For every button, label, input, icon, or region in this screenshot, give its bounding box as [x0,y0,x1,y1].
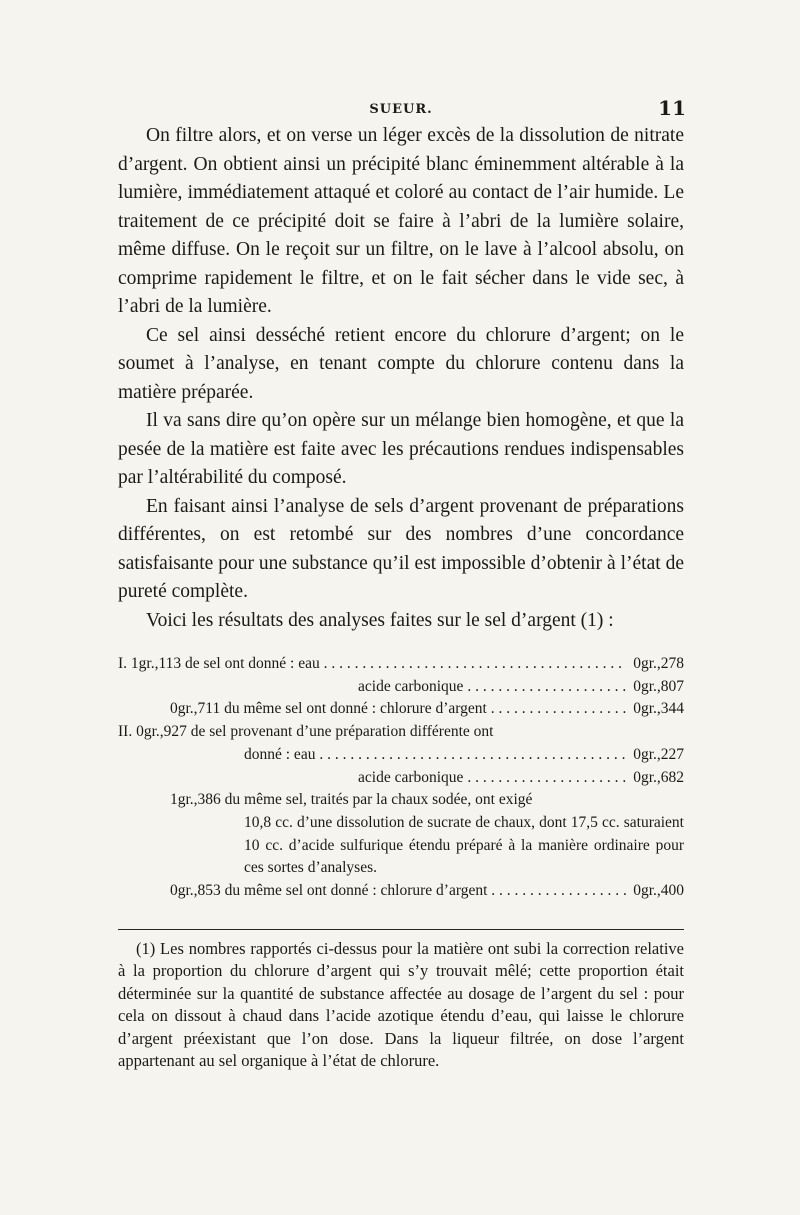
analysis-value: 0gr.,400 [633,882,684,900]
paragraph: Ce sel ainsi desséché retient encore du chlorure d’argent; on le soumet à l’analyse, en tenant compte du chlorure contenu dans la matière préparée. [118,324,684,403]
analysis-label: I. 1gr.,113 de sel ont donné : eau . . . [118,653,627,676]
analysis-row [118,721,684,744]
analysis-label: donné : eau . . . [244,744,627,767]
analysis-label: 0gr.,711 du même sel ont donné : chlorure d’argent . . . [170,698,627,721]
analysis-value: 0gr.,227 [633,745,684,763]
analysis-label: acide carbonique . . . [358,676,627,699]
running-head [118,96,684,122]
analysis-row [118,767,684,790]
analysis-label: 0gr.,853 du même sel ont donné : chlorure d’argent . . . [170,880,627,903]
analysis-row [118,744,684,767]
paragraph: On filtre alors, et on verse un léger excès de la dissolution de nitrate d’argent. On obtient ainsi un précipité blanc éminemment altérable à la lumière, immédiatement attaqué et coloré au contact de l’air humide. Le traitement de ce précipité doit se faire à l’abri de la lumière solaire, même diffuse. On le reçoit sur un filtre, on le lave à l’alcool absolu, on comprime rapidement le filtre, et on le fait sécher dans le vide sec, à l’abri de la lumière. [118,125,684,317]
analysis-value [678,721,684,744]
analysis-results [118,653,684,903]
analysis-row [118,880,684,903]
paragraph: Il va sans dire qu’on opère sur un mélange bien homogène, et que la pesée de la matière est faite avec les précautions rendues indispensables par l’altérabilité du composé. [118,410,684,488]
analysis-label: II. 0gr.,927 de sel provenant d’une préparation différente ont [118,723,494,741]
analysis-row: 1gr.,386 du même sel, traités par la chaux sodée, ont exigé [170,791,533,809]
analysis-row [118,653,684,676]
running-title: SUEUR. [369,102,433,117]
footnote: (1) Les nombres rapportés ci-dessus pour la matière ont subi la correction relative à la proportion du chlorure d’argent qui s’y trouvait mêlé; cette proportion était déterminée sur la quantité de substance affectée au dosage de l’argent du sel : pour cela on dissout à chaud dans l’acide azotique étendu d’eau, qui laisse le chlorure d’argent préexistant que l’on dose. Dans la liqueur filtrée, on dose l’argent appartenant au sel organique à l’état de chlorure. [118,938,684,1071]
book-page [118,96,684,1073]
page-number: 11 [658,96,686,120]
analysis-value: 0gr.,278 [633,655,684,672]
analysis-value: 0gr.,682 [633,768,684,786]
analysis-value: 0gr.,344 [633,700,684,718]
analysis-row [118,676,684,699]
analysis-value: 0gr.,807 [633,677,684,695]
footnote-rule [118,929,684,930]
paragraph: Voici les résultats des analyses faites sur le sel d’argent (1) : [146,609,614,631]
analysis-row [118,698,684,721]
analysis-note: 10,8 cc. d’une dissolution de sucrate de chaux, dont 17,5 cc. saturaient 10 cc. d’acide sulfurique étendu préparé à la manière ordinaire pour ces sortes d’analyses. [244,813,684,877]
paragraph: En faisant ainsi l’analyse de sels d’argent provenant de préparations différentes, on est retombé sur des nombres d’une concordance satisfaisante pour une substance qu’il est impossible d’obtenir à l’état de pureté complète. [118,495,684,602]
analysis-label: acide carbonique . . . [358,767,627,790]
